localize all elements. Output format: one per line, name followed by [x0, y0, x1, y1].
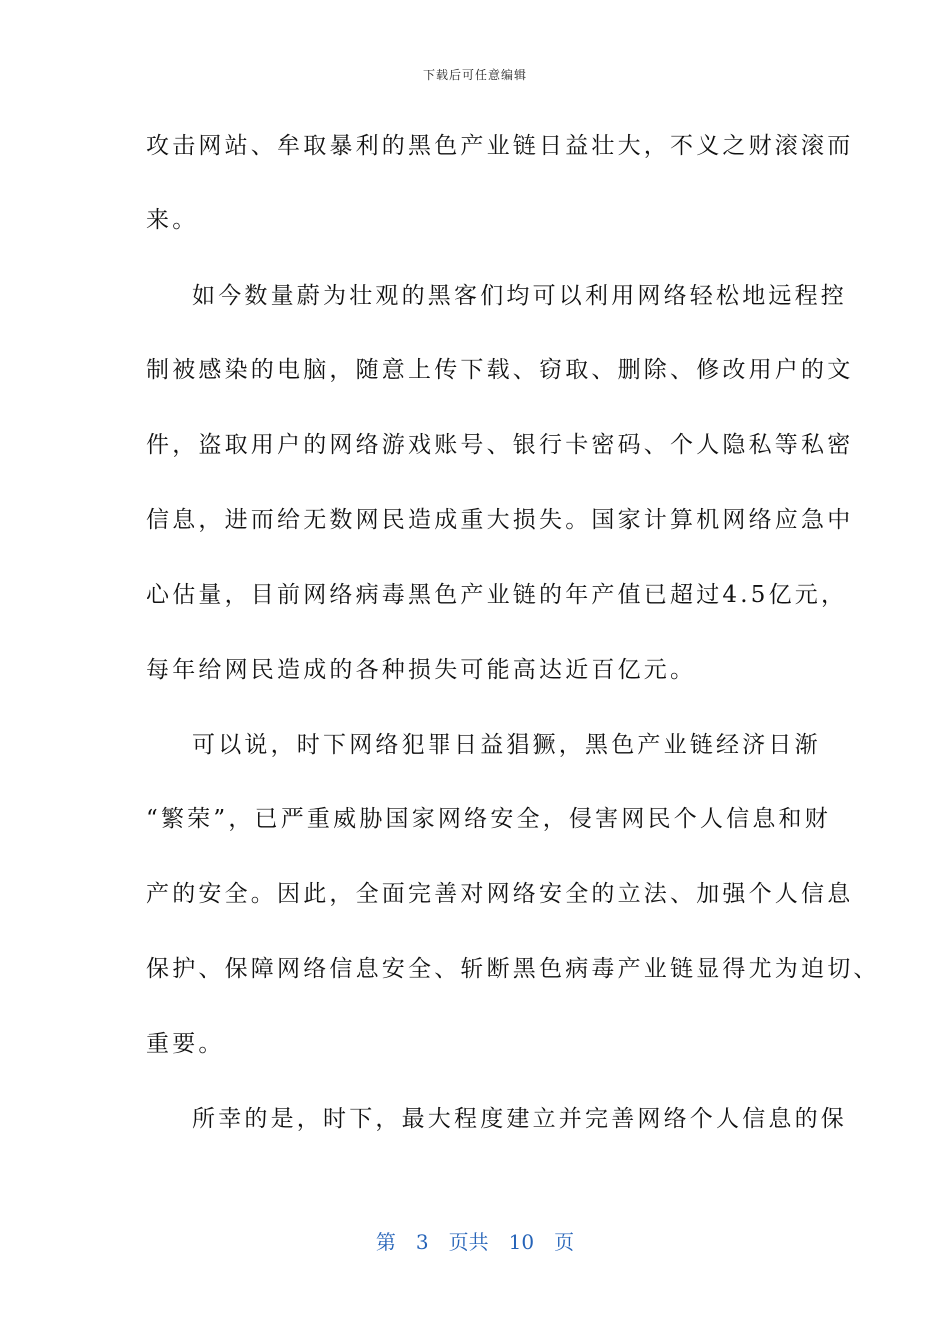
body-line-12: 保护、保障网络信息安全、斩断黑色病毒产业链显得尤为迫切、	[146, 956, 880, 982]
footer-page-number: 3	[415, 1230, 429, 1254]
body-line-14: 所幸的是，时下，最大程度建立并完善网络个人信息的保	[192, 1106, 847, 1132]
body-line-5: 件，盗取用户的网络游戏账号、银行卡密码、个人隐私等私密	[146, 432, 854, 458]
body-line-7: 心估量，目前网络病毒黑色产业链的年产值已超过4.5亿元，	[146, 582, 848, 608]
body-line-9: 可以说，时下网络犯罪日益猖獗，黑色产业链经济日渐	[192, 732, 821, 758]
body-line-10: “繁荣”，已严重威胁国家网络安全，侵害网民个人信息和财	[146, 806, 831, 832]
page-footer	[0, 1226, 950, 1255]
body-line-1: 攻击网站、牟取暴利的黑色产业链日益壮大，不义之财滚滚而	[146, 133, 854, 159]
body-line-2: 来。	[146, 207, 199, 233]
body-line-13: 重要。	[146, 1031, 225, 1057]
body-line-4: 制被感染的电脑，随意上传下载、窃取、删除、修改用户的文	[146, 357, 854, 383]
page-header-note: 下载后可任意编辑	[422, 68, 527, 82]
footer-ye-gong: 页共	[448, 1230, 489, 1254]
footer-di: 第	[375, 1230, 396, 1254]
footer-total-pages: 10	[508, 1230, 535, 1254]
body-line-11: 产的安全。因此，全面完善对网络安全的立法、加强个人信息	[146, 881, 854, 907]
body-line-8: 每年给网民造成的各种损失可能高达近百亿元。	[146, 657, 697, 683]
body-line-6: 信息，进而给无数网民造成重大损失。国家计算机网络应急中	[146, 507, 854, 533]
footer-ye: 页	[554, 1230, 575, 1254]
body-line-3: 如今数量蔚为壮观的黑客们均可以利用网络轻松地远程控	[192, 283, 847, 309]
